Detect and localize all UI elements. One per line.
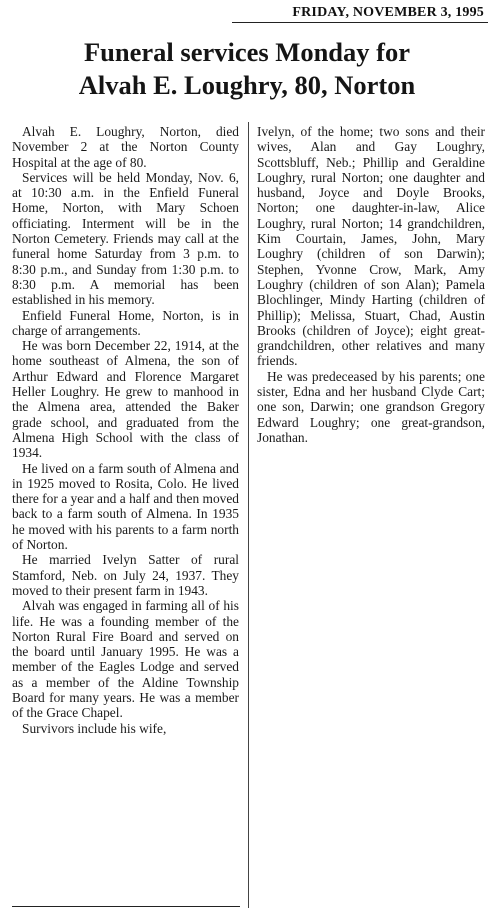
paragraph: Alvah was engaged in farming all of his life. He was a founding member of the Norton Rural Fire Board and served on the board until January 1995. He was a member of the Eagles Lodge and served as a member of the Aldine Township Board for many years. He was a member of the Grace Chapel. <box>12 598 239 721</box>
paragraph: Survivors include his wife, <box>22 720 167 736</box>
paragraph: Ivelyn, of the home; two sons and their wives, Alan and Gay Loughry, Scottsbluff, Neb.; Phillip and Geraldine Loughry, rural Norton; one daughter and husband, Joyce and Doyle Brooks, Norton; one daughter-in-law, Alice Loughry, rural Norton; 14 grandchildren, Kim Courtain, James, John, Mary Loughry (children of son Darwin); Stephen, Yvonne Crow, Mark, Amy Loughry (children of son Alan); Pamela Blochlinger, Mindy Harting (children of Phillip); Melissa, Stuart, Chad, Austin Brooks (children of Joyce); eight great-grandchildren, other relatives and many friends. <box>257 124 485 369</box>
top-rule <box>232 22 488 23</box>
paragraph: Services will be held Monday, Nov. 6, at 10:30 a.m. in the Enfield Funeral Home, Norton, with Mary Schoen officiating. Interment will be in the Norton Cemetery. Friends may call at the funeral home Saturday from 3 p.m. to 8:30 p.m., and Sunday from 1:30 p.m. to 8:30 p.m. A memorial has been established in his memory. <box>12 169 239 308</box>
headline <box>16 36 478 102</box>
dateline: FRIDAY, NOVEMBER 3, 1995 <box>292 5 484 20</box>
headline-line-2: Alvah E. Loughry, 80, Norton <box>78 70 416 100</box>
column-divider <box>248 122 249 908</box>
paragraph: He was born December 22, 1914, at the home southeast of Almena, the son of Arthur Edward and Florence Margaret Heller Loughry. He grew to manhood in the Almena area, attended the Baker grade school, and graduated from the Almena High School with the class of 1934. <box>12 338 239 461</box>
paragraph: Enfield Funeral Home, Norton, is in charge of arrangements. <box>12 307 239 338</box>
paragraph: He lived on a farm south of Almena and in 1925 moved to Rosita, Colo. He lived there for a year and a half and then moved back to a farm south of Almena. In 1935 he moved with his parents to a farm north of Norton. <box>12 460 239 553</box>
left-column <box>12 124 239 736</box>
paragraph: He married Ivelyn Satter of rural Stamford, Neb. on July 24, 1937. They moved to their present farm in 1943. <box>12 552 239 598</box>
right-column <box>257 124 485 445</box>
paragraph: He was predeceased by his parents; one sister, Edna and her husband Clyde Cart; one son, Darwin; one grandson Gregory Edward Loughry; one great-grandson, Jonathan. <box>257 368 485 445</box>
bottom-rule <box>12 906 240 907</box>
paragraph: Alvah E. Loughry, Norton, died November 2 at the Norton County Hospital at the age of 80. <box>12 124 239 170</box>
headline-line-1: Funeral services Monday for <box>83 37 411 67</box>
